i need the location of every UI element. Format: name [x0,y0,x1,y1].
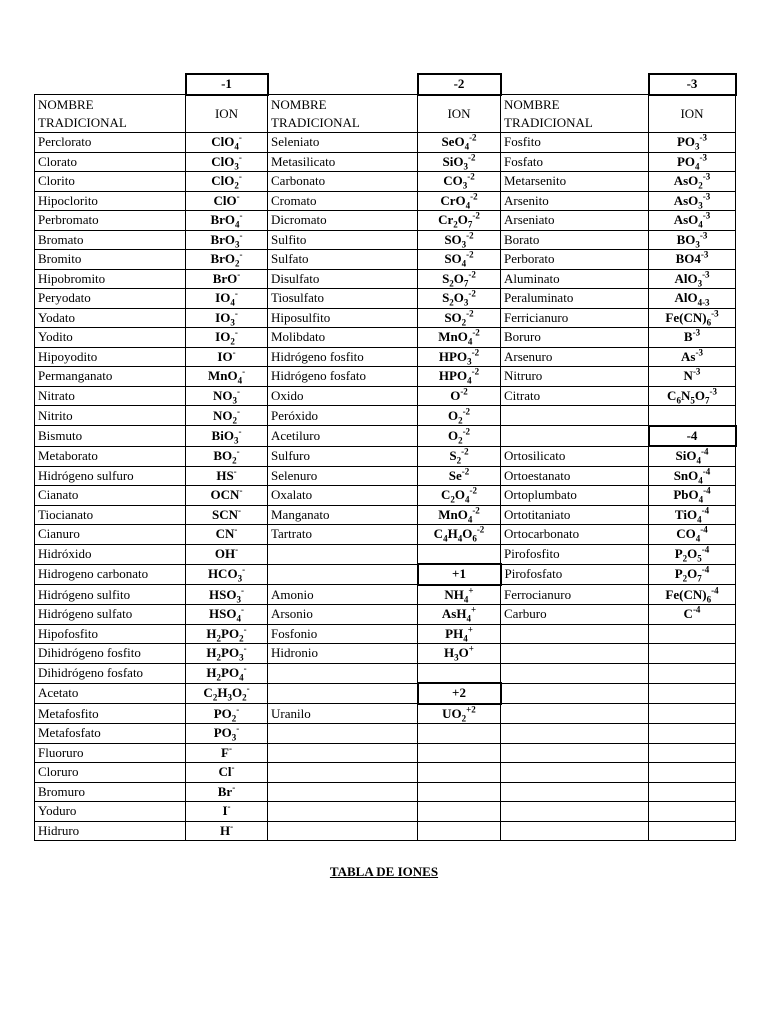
ion-formula: $UO_2^{+2}$ [418,704,501,724]
ion-formula: CN- [186,525,268,545]
ion-name: Bromito [35,250,186,270]
ion-name: Cromato [268,191,418,211]
ion-name: Amonio [268,585,418,605]
ion-name: Arseniato [501,211,649,231]
ion-name [268,544,418,564]
table-row [35,152,736,172]
ion-name: Nitrito [35,406,186,426]
ion-formula: $S_2O_3^{-2}$ [418,289,501,309]
ion-formula: $P_2O_7^{-4}$ [649,564,736,585]
ion-name: Carburo [501,605,649,625]
ion-formula: $C^{-4}$ [649,605,736,625]
ion-formula: SiO$_3^{-2}$ [418,152,501,172]
ion-name: Ferrocianuro [501,585,649,605]
ion-name: Arsenito [501,191,649,211]
ion-name [501,743,649,763]
ion-name: Seleniato [268,133,418,153]
ion-name [501,821,649,841]
ion-formula: AsO$_4^{-3}$ [649,211,736,231]
ion-formula [649,821,736,841]
ion-formula [418,663,501,683]
ion-formula: Cl- [186,763,268,783]
ion-formula [649,743,736,763]
ion-formula: $C_4H_4O_6^{-2}$ [418,525,501,545]
blank-cell [268,74,418,95]
ion-name: Citrato [501,386,649,406]
ion-name: Ortoplumbato [501,486,649,506]
ion-name: Hidrógeno fosfito [268,347,418,367]
ion-name: Ortotitaniato [501,505,649,525]
ion-formula: SnO$_4^{-4}$ [649,466,736,486]
ion-name [268,663,418,683]
ion-name: Oxalato [268,486,418,506]
table-row [35,724,736,744]
ion-formula: OH- [186,544,268,564]
ion-formula [649,802,736,822]
ion-formula: $C_2H_3O_2^-$ [186,683,268,704]
ion-name: Uranilo [268,704,418,724]
ion-name: Arsenuro [501,347,649,367]
ion-formula [418,544,501,564]
ion-name: Hidróxido [35,544,186,564]
charge-header-row [35,74,736,95]
ion-formula: $IO_4^-$ [186,289,268,309]
ion-formula: BiO$_3$- [186,426,268,447]
ion-name: Bromato [35,230,186,250]
ion-formula: $SO_2^{-2}$ [418,308,501,328]
ion-formula: $HSO_4^-$ [186,605,268,625]
ion-name: Dihidrógeno fosfato [35,663,186,683]
ion-name [501,624,649,644]
ion-name: Aluminato [501,269,649,289]
ion-formula: $C_2O_4^{-2}$ [418,486,501,506]
ion-formula: $BO_2^-$ [186,446,268,466]
ion-formula: MnO$_4^{-2}$ [418,328,501,348]
table-row [35,172,736,192]
ion-name: Peróxido [268,406,418,426]
ion-formula: $NO_3^-$ [186,386,268,406]
table-row [35,704,736,724]
ion-formula: $N^{-3}$ [649,367,736,387]
ion-name: Ortocarbonato [501,525,649,545]
table-row [35,211,736,231]
ion-name: Ortoestanato [501,466,649,486]
ion-name: Cloruro [35,763,186,783]
ion-name: Metaborato [35,446,186,466]
ion-formula: $BO_3^{-3}$ [649,230,736,250]
ion-name: Hidruro [35,821,186,841]
ion-formula: $CO_4^{-4}$ [649,525,736,545]
ion-name: Fluoruro [35,743,186,763]
ion-name [501,802,649,822]
ion-formula: $B^{-3}$ [649,328,736,348]
table-row [35,133,736,153]
ion-formula: ClO$_2$- [186,172,268,192]
table-row [35,191,736,211]
ion-name [268,821,418,841]
ion-formula: I- [186,802,268,822]
ion-formula: $IO_3^-$ [186,308,268,328]
ion-formula: AsO$_2^{-3}$ [649,172,736,192]
ion-formula: $Cr_2O_7^{-2}$ [418,211,501,231]
charge-group-header: +1 [418,564,501,585]
table-row [35,250,736,270]
ion-name: Clorato [35,152,186,172]
table-row [35,644,736,664]
charge-header-2: -2 [418,74,501,95]
column-header-nombre: NOMBRE TRADICIONAL [268,95,418,133]
ion-name: Cianuro [35,525,186,545]
ion-name: Ferricianuro [501,308,649,328]
table-row [35,230,736,250]
ion-name: Yodito [35,328,186,348]
ion-name: Borato [501,230,649,250]
ion-name: Pirofosfito [501,544,649,564]
ion-formula: $Fe(CN)_6^{-4}$ [649,585,736,605]
ion-name: Nitrato [35,386,186,406]
ion-name: Molibdato [268,328,418,348]
ion-name: Metafosfito [35,704,186,724]
ion-formula: BrO$_3$- [186,230,268,250]
ion-name [268,564,418,585]
ion-formula [649,763,736,783]
ion-formula: $C_6N_5O_7^{-3}$ [649,386,736,406]
ion-name: Arsonio [268,605,418,625]
ion-formula: $As^{-3}$ [649,347,736,367]
ion-formula [649,724,736,744]
ion-name: Sulfato [268,250,418,270]
ion-name [268,802,418,822]
ion-formula: $O_2^{-2}$ [418,406,501,426]
table-row [35,525,736,545]
ion-formula: BrO$_4$- [186,211,268,231]
ion-name [501,724,649,744]
ion-name: Boruro [501,328,649,348]
ion-formula: $NH_4^+$ [418,585,501,605]
table-row [35,406,736,426]
ion-name [268,724,418,744]
ion-formula: SeO$_4^{-2}$ [418,133,501,153]
table-row [35,505,736,525]
table-row [35,466,736,486]
column-header-ion: ION [649,95,736,133]
column-header-nombre: NOMBRE TRADICIONAL [501,95,649,133]
ion-name: Peraluminato [501,289,649,309]
table-row [35,763,736,783]
ion-name [268,763,418,783]
ion-formula: $HSO_3^-$ [186,585,268,605]
table-row [35,446,736,466]
ion-formula: $P_2O_5^{-4}$ [649,544,736,564]
table-row [35,308,736,328]
ion-formula [418,763,501,783]
ion-name: Hidrogeno carbonato [35,564,186,585]
column-header-nombre: NOMBRE TRADICIONAL [35,95,186,133]
ion-formula: IO- [186,347,268,367]
ion-name: Hidrógeno sulfato [35,605,186,625]
ion-formula [649,683,736,704]
ion-name [501,763,649,783]
ion-name: Sulfuro [268,446,418,466]
ion-formula: $H_3O^+$ [418,644,501,664]
ion-formula [418,724,501,744]
ion-formula: $PO_4^{-3}$ [649,152,736,172]
ion-formula: ClO- [186,191,268,211]
charge-group-header: -4 [649,426,736,447]
ion-formula: $Se^{-2}$ [418,466,501,486]
ion-formula: $PO_2^-$ [186,704,268,724]
ion-formula: TiO$_4^{-4}$ [649,505,736,525]
ion-formula [649,644,736,664]
ion-name: Metasilicato [268,152,418,172]
ion-formula: BrO$_2$- [186,250,268,270]
table-row [35,663,736,683]
ion-formula: $BO4^{-3}$ [649,250,736,270]
ion-name: Hipobromito [35,269,186,289]
ion-formula [418,802,501,822]
table-row [35,367,736,387]
table-row [35,605,736,625]
ion-formula: AsO$_3^{-3}$ [649,191,736,211]
ion-name: Permanganato [35,367,186,387]
ion-name: Clorito [35,172,186,192]
table-row [35,347,736,367]
ion-name: Carbonato [268,172,418,192]
ion-formula: MnO$_4^{-2}$ [418,505,501,525]
ion-name: Peryodato [35,289,186,309]
ion-name: Acetiluro [268,426,418,447]
ion-name: Tiosulfato [268,289,418,309]
table-row [35,585,736,605]
ion-name: Hidrógeno sulfito [35,585,186,605]
ion-name [501,782,649,802]
ion-name: Ortosilicato [501,446,649,466]
charge-header-3: -3 [649,74,736,95]
ion-formula: $HPO_3^{-2}$ [418,347,501,367]
column-header-row [35,95,736,133]
ion-name: Perclorato [35,133,186,153]
ion-formula [649,624,736,644]
table-row [35,328,736,348]
table-row [35,782,736,802]
blank-cell [35,74,186,95]
ion-formula: SCN- [186,505,268,525]
ion-formula [418,782,501,802]
ion-name: Hiposulfito [268,308,418,328]
ion-name: Hidrógeno fosfato [268,367,418,387]
ion-formula: $H_2PO_2^-$ [186,624,268,644]
ion-formula: MnO$_4$- [186,367,268,387]
ion-formula: $SO_3^{-2}$ [418,230,501,250]
ion-name: Tartrato [268,525,418,545]
table-row [35,802,736,822]
ion-name [268,743,418,763]
blank-cell [501,74,649,95]
ion-formula: $NO_2^-$ [186,406,268,426]
ion-name: Metarsenito [501,172,649,192]
ion-formula: AlO$_{4-3}$ [649,289,736,309]
ion-formula: OCN- [186,486,268,506]
ion-formula: $PO_3^-$ [186,724,268,744]
ion-formula: $SO_4^{-2}$ [418,250,501,270]
ion-name: Metafosfato [35,724,186,744]
ion-name: Tiocianato [35,505,186,525]
ion-name: Acetato [35,683,186,704]
ion-formula [418,743,501,763]
ion-name: Hipoyodito [35,347,186,367]
ions-table [34,73,737,841]
charge-group-header: +2 [418,683,501,704]
ion-formula: $HPO_4^{-2}$ [418,367,501,387]
ion-name [501,663,649,683]
ion-formula: F- [186,743,268,763]
ion-name: Oxido [268,386,418,406]
ion-name: Perbromato [35,211,186,231]
ion-formula: $S_2^{-2}$ [418,446,501,466]
table-row [35,743,736,763]
ion-name: Hipofosfito [35,624,186,644]
ion-formula: SiO$_4^{-4}$ [649,446,736,466]
ion-name: Bromuro [35,782,186,802]
ion-name: Fosfonio [268,624,418,644]
ion-formula: ClO$_3$- [186,152,268,172]
ion-name: Bismuto [35,426,186,447]
ion-name: Selenuro [268,466,418,486]
ion-formula: $PH_4^+$ [418,624,501,644]
ion-formula: CrO$_4^{-2}$ [418,191,501,211]
ion-name: Yodato [35,308,186,328]
ion-name [501,406,649,426]
ion-formula: AsH$_4$+ [418,605,501,625]
ion-formula [649,663,736,683]
ion-formula: $PO_3^{-3}$ [649,133,736,153]
ion-name [501,704,649,724]
ion-formula [418,821,501,841]
ion-formula: ClO$_4$- [186,133,268,153]
ion-name: Disulfato [268,269,418,289]
ion-formula: $O^{-2}$ [418,386,501,406]
ion-name [268,683,418,704]
ion-name: Fosfato [501,152,649,172]
table-row [35,544,736,564]
ion-name: Cianato [35,486,186,506]
ion-name [501,426,649,447]
ion-formula [649,704,736,724]
ion-name: Perborato [501,250,649,270]
table-row [35,486,736,506]
ion-formula: Br- [186,782,268,802]
ion-formula [649,782,736,802]
table-row [35,289,736,309]
ion-formula: AlO$_3^{-3}$ [649,269,736,289]
ion-formula: $IO_2^-$ [186,328,268,348]
ion-name: Hipoclorito [35,191,186,211]
ion-name [268,782,418,802]
ion-formula: $O_2^{-2}$ [418,426,501,447]
ion-formula: $S_2O_7^{-2}$ [418,269,501,289]
table-row [35,386,736,406]
column-header-ion: ION [186,95,268,133]
column-header-ion: ION [418,95,501,133]
page-title: TABLA DE IONES [329,864,439,879]
ion-formula: $H_2PO_4^-$ [186,663,268,683]
table-row [35,624,736,644]
ion-formula: PbO$_4^{-4}$ [649,486,736,506]
ion-formula: $H_2PO_3^-$ [186,644,268,664]
ion-name: Sulfito [268,230,418,250]
ion-name: Nitruro [501,367,649,387]
table-row [35,683,736,704]
ion-name [501,644,649,664]
ion-name: Dihidrógeno fosfito [35,644,186,664]
table-row [35,269,736,289]
ion-formula: $HCO_3^-$ [186,564,268,585]
ion-formula: $CO_3^{-2}$ [418,172,501,192]
ion-name: Pirofosfato [501,564,649,585]
ion-name: Hidrógeno sulfuro [35,466,186,486]
ion-formula: HS- [186,466,268,486]
ion-formula: $Fe(CN)_6^{-3}$ [649,308,736,328]
ion-formula: H- [186,821,268,841]
ion-formula: BrO- [186,269,268,289]
table-row [35,564,736,585]
table-row [35,426,736,447]
ion-name: Manganato [268,505,418,525]
ion-name: Fosfito [501,133,649,153]
charge-header-1: -1 [186,74,268,95]
ion-name: Dicromato [268,211,418,231]
ion-name: Yoduro [35,802,186,822]
ion-formula [649,406,736,426]
table-row [35,821,736,841]
ion-name: Hidronio [268,644,418,664]
ion-name [501,683,649,704]
